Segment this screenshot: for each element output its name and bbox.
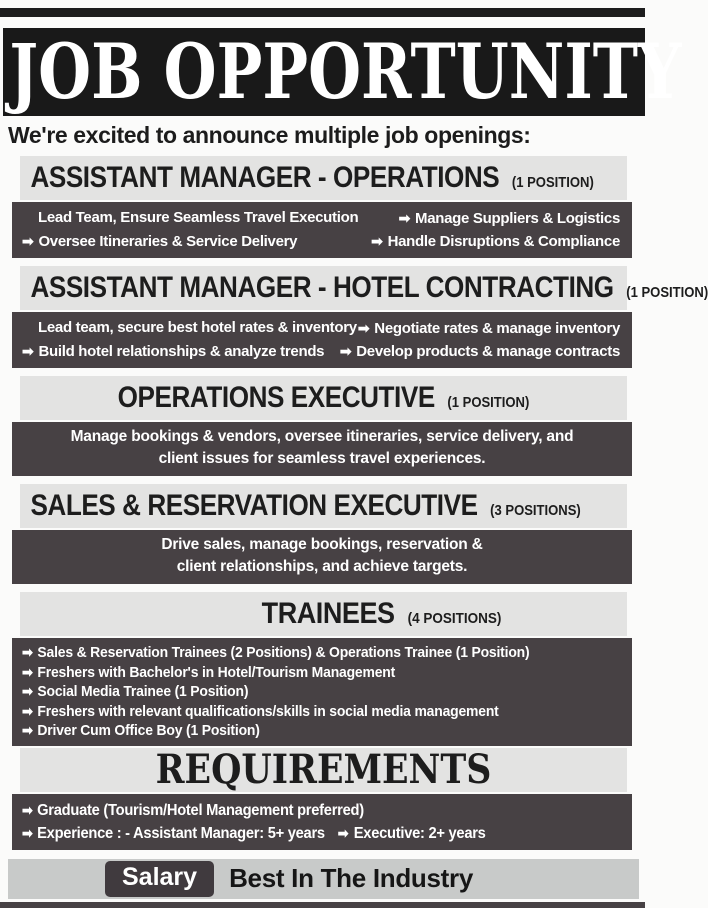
- section-header: [20, 266, 708, 310]
- section-trainees: [0, 592, 645, 746]
- bottom-rule: [0, 902, 645, 908]
- bullet-text: Social Media Trainee (1 Position): [37, 683, 249, 701]
- requirements-title: REQUIREMENTS: [155, 746, 492, 794]
- section-title: OPERATIONS EXECUTIVE: [117, 381, 435, 414]
- bullet-item: [22, 721, 580, 741]
- arrow-icon: ➡: [22, 233, 34, 249]
- detail-item: [340, 340, 620, 363]
- arrow-icon: ➡: [22, 722, 33, 739]
- detail-item: [22, 317, 357, 340]
- detail-row: [12, 230, 632, 253]
- section-details: [12, 422, 632, 476]
- section-requirements: [0, 748, 645, 850]
- requirement-item: [22, 822, 574, 845]
- section-assistant-manager-hotel-contracting: [0, 266, 708, 368]
- detail-text: client issues for seamless travel experiences.: [158, 450, 486, 467]
- top-rule: [0, 8, 645, 17]
- detail-row: [12, 340, 632, 363]
- requirement-item: [22, 799, 574, 822]
- detail-item: [399, 207, 620, 230]
- salary-label: Salary: [105, 861, 214, 898]
- bullet-text: Freshers with relevant qualifications/skills in social media management: [37, 702, 499, 720]
- arrow-icon: ➡: [339, 343, 352, 359]
- detail-text: Lead team, secure best hotel rates & inventory: [38, 319, 357, 336]
- section-title: SALES & RESERVATION EXECUTIVE: [30, 489, 478, 522]
- detail-text: Negotiate rates & manage inventory: [374, 320, 620, 337]
- job-poster: [0, 8, 708, 908]
- section-details: [12, 312, 632, 368]
- section-title: TRAINEES: [261, 597, 395, 630]
- detail-item: [22, 207, 358, 230]
- arrow-icon: ➡: [357, 320, 370, 336]
- bullet-item: [22, 663, 580, 683]
- arrow-icon: ➡: [22, 663, 33, 680]
- detail-text: Oversee Itineraries & Service Delivery: [38, 233, 298, 250]
- intro-text: We're excited to announce multiple job openings:: [8, 122, 531, 148]
- requirement-text: Graduate (Tourism/Hotel Management preferred): [37, 801, 364, 819]
- detail-row: [12, 207, 632, 230]
- detail-row: [12, 317, 632, 340]
- section-details: [12, 638, 632, 746]
- arrow-icon: ➡: [371, 233, 383, 249]
- section-header: [20, 748, 627, 792]
- bullet-text: Freshers with Bachelor's in Hotel/Tourism Management: [37, 663, 396, 681]
- arrow-icon: ➡: [337, 824, 349, 841]
- detail-text: Manage bookings & vendors, oversee itineraries, service delivery, and: [70, 428, 574, 445]
- positions-count: (1 POSITION): [511, 174, 594, 191]
- banner: [3, 27, 682, 116]
- section-title: ASSISTANT MANAGER - OPERATIONS: [30, 161, 500, 194]
- bullet-item: [22, 702, 580, 722]
- arrow-icon: ➡: [22, 644, 33, 660]
- section-assistant-manager-operations: [0, 156, 645, 258]
- salary-bar: [8, 859, 639, 899]
- detail-item: [371, 230, 620, 253]
- section-operations-executive: [0, 376, 645, 476]
- detail-item: [22, 340, 324, 363]
- arrow-icon: ➡: [22, 343, 34, 359]
- arrow-icon: ➡: [22, 824, 33, 841]
- detail-item: [22, 230, 297, 253]
- detail-text: Lead Team, Ensure Seamless Travel Execution: [38, 209, 359, 226]
- section-header: [20, 484, 627, 528]
- bullet-text: Sales & Reservation Trainees (2 Positions) & Operations Trainee (1 Position): [37, 644, 530, 661]
- requirement-text: Experience : - Assistant Manager: 5+ years: [37, 824, 325, 842]
- section-header: [20, 376, 627, 420]
- arrow-icon: ➡: [22, 702, 33, 719]
- detail-text: client relationships, and achieve targets.: [176, 558, 468, 575]
- arrow-icon: ➡: [22, 683, 33, 700]
- arrow-icon: ➡: [22, 801, 33, 818]
- arrow-icon: ➡: [398, 210, 411, 226]
- detail-text: Handle Disruptions & Compliance: [387, 233, 620, 250]
- requirements-details: [12, 794, 632, 850]
- detail-text: Develop products & manage contracts: [356, 343, 620, 360]
- positions-count: (3 POSITIONS): [490, 502, 581, 519]
- section-header: [20, 156, 627, 200]
- positions-count: (4 POSITIONS): [407, 610, 502, 627]
- detail-text: Build hotel relationships & analyze trends: [38, 343, 325, 360]
- section-details: [12, 202, 632, 258]
- detail-text: Drive sales, manage bookings, reservation &: [161, 536, 483, 553]
- detail-text: Manage Suppliers & Logistics: [415, 210, 620, 227]
- section-title: ASSISTANT MANAGER - HOTEL CONTRACTING: [30, 271, 614, 304]
- page-title: JOB OPPORTUNITY: [9, 27, 682, 116]
- salary-value: Best In The Industry: [229, 863, 473, 894]
- positions-count: (1 POSITION): [626, 284, 708, 301]
- section-sales-reservation-executive: [0, 484, 645, 584]
- requirement-text: Executive: 2+ years: [353, 824, 486, 842]
- bullet-item: [22, 643, 580, 663]
- detail-item: [358, 317, 620, 340]
- bullet-text: Driver Cum Office Boy (1 Position): [37, 722, 260, 740]
- section-header: [20, 592, 627, 636]
- positions-count: (1 POSITION): [447, 394, 530, 411]
- section-details: [12, 530, 632, 584]
- bullet-item: [22, 682, 580, 702]
